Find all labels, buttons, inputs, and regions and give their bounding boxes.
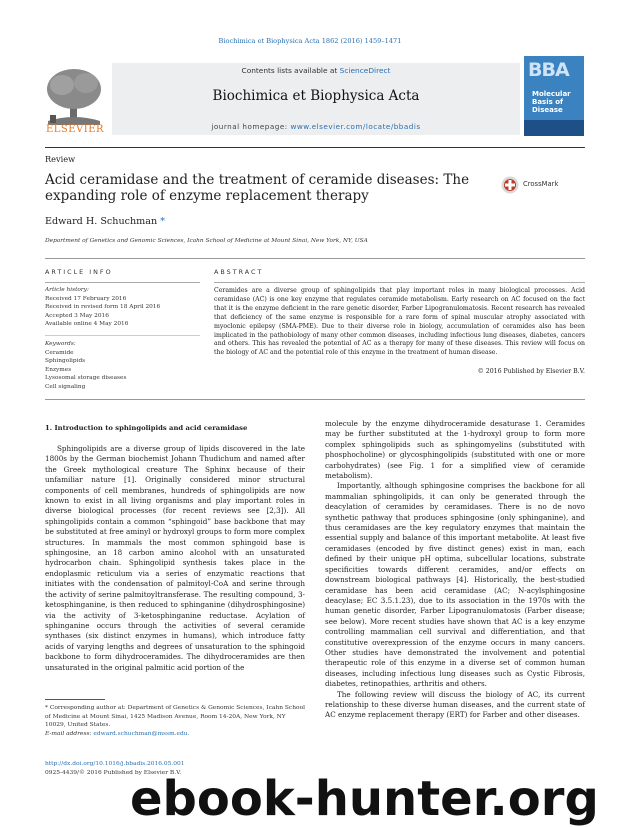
journal-citation[interactable]: Biochimica et Biophysica Acta 1862 (2016) 1459–1471 xyxy=(218,37,402,45)
cover-title: BBA xyxy=(528,59,569,81)
contents-line xyxy=(112,66,520,75)
keywords-label: Keywords: xyxy=(45,341,76,347)
doi-link[interactable]: http://dx.doi.org/10.1016/j.bbadis.2016.05.001 xyxy=(45,761,185,767)
homepage-link[interactable]: www.elsevier.com/locate/bbadis xyxy=(290,122,421,131)
article-info-heading: ARTICLE INFO xyxy=(45,268,113,276)
watermark xyxy=(130,771,620,827)
journal-homepage xyxy=(112,122,520,131)
history-item: Received 17 February 2016 xyxy=(45,295,127,302)
footnote-rule xyxy=(45,699,105,700)
keywords-block xyxy=(45,340,205,392)
issn-line: 0925-4439/© 2016 Published by Elsevier B.V. xyxy=(45,769,182,776)
crossmark-label: CrossMark xyxy=(523,180,559,188)
history-item: Available online 4 May 2016 xyxy=(45,321,129,328)
author-footnote-mark[interactable]: * xyxy=(160,216,166,227)
author-line xyxy=(45,216,165,227)
history-item: Accepted 3 May 2016 xyxy=(45,312,109,319)
keyword: Lysosomal storage diseases xyxy=(45,375,127,382)
article-type: Review xyxy=(45,154,76,164)
footnote-mark: * xyxy=(45,705,48,711)
email-label: E-mail address: xyxy=(45,730,94,737)
info-divider-top xyxy=(45,258,585,259)
body-paragraph: Importantly, although sphingosine comprises the backbone for all mammalian sphingolipids, it can only be generated through the deacylation of ceramides by ceramidases. There is no de novo synthetic pathway that produces sphingosine (only sphinganine), and thus ceramidases are the key regulatory enzymes that maintain the essential supply and balance of this important metabolite. At least five ceramidases (encoded by five distinct genes) exist in man, each defined by their unique pH optima, subcellular locations, substrate specificities towards different ceramides, and/or effects on downstream biological pathways [4]. Historically, the best-studied ceramidase has been acid ceramidase (AC; N-acylsphingosine deacylase; EC 3.5.1.23), due to its association in the 1970s with the human genetic disorder, Farber Lipogranulomatosis (Farber disease; see below). More recent studies have shown that AC is a key enzyme controlling mammalian cell survival and differentiation, and that constitutive overexpression of the enzyme occurs in many cancers. Other studies have demonstrated the involvement and potential therapeutic role of this enzyme in a diverse set of common human diseases, including infectious lung diseases such as Cystic Fibrosis, diabetes, retinopathies, arthritis and others. xyxy=(325,481,585,689)
abstract-copyright: © 2016 Published by Elsevier B.V. xyxy=(477,368,585,375)
history-label: Article history: xyxy=(45,287,89,293)
footnote-text: Corresponding author at: Department of Genetics & Genomic Sciences, Icahn School of Medicine at Mount Sinai, 1425 Madison Avenue, Room 14-20A, New York, NY 10029, United States. xyxy=(45,705,306,729)
cover-subtitle: Molecular Basis of Disease xyxy=(532,90,571,114)
body-paragraph: Sphingolipids are a diverse group of lipids discovered in the late 1800s by the German biochemist Johann Thudichum and named after the Greek mythological creature The Sphinx because of their unfamiliar nature [1]. Originally considered minor structural components of cell membranes, hundreds of sphingolipids are now known to exist in all living organisms and play important roles in diverse biological processes (for recent reviews see [2,3]). All sphingolipids contain a common “sphingoid” base backbone that may be substituted at free aminyl or hydroxyl groups to form more complex structures. In mammals the most common sphingoid base is sphingosine, an 18 carbon amino alcohol with an unsaturated hydrocarbon chain. Sphingolipid synthesis takes place in the endoplasmic reticulum via a series of enzymatic reactions that initiates with the condensation of palmitoyl-CoA and serine through the activity of serine palmitoyltransferase. The resulting compound, 3-ketosphinganine, is then reduced to sphinganine (dihydrosphingosine) via the activity of 3-ketosphinganine reductase. Acylation of sphinganine occurs through the activities of several ceramide synthases (six distinct enzymes in humans), which introduce fatty acids of varying lengths and degrees of unsaturation to the sphingoid backbone to form dihydroceramides. The dihydroceramides are then unsaturated in the original palmitic acid portion of the xyxy=(45,444,305,672)
history-item: Received in revised form 18 April 2016 xyxy=(45,304,161,311)
keyword: Sphingolipids xyxy=(45,358,86,365)
keyword: Cell signaling xyxy=(45,383,86,390)
body-column-right xyxy=(325,419,585,721)
article-info-inner-rule xyxy=(45,335,200,336)
section-heading: 1. Introduction to sphingolipids and acid ceramidase xyxy=(45,424,248,432)
homepage-prefix: journal homepage: xyxy=(211,122,291,131)
contents-prefix: Contents lists available at xyxy=(241,66,340,75)
keyword: Enzymes xyxy=(45,366,72,373)
watermark-text: ebook-hunter.org xyxy=(130,771,599,827)
article-title: Acid ceramidase and the treatment of ceramide diseases: The expanding role of enzyme replacement therapy xyxy=(45,172,470,204)
abstract-text: Ceramides are a diverse group of sphingolipids that play important roles in many biological processes. Acid ceramidase (AC) is one key enzyme that regulates ceramide metabolism. Early research on AC focused on the fact that it is the enzyme deficient in the rare genetic disorder, Farber Lipogranulomatosis. Recent research has revealed that deficiency of the same enzyme is responsible for a rare form of spinal muscular atrophy associated with myoclonic epilepsy (SMA-PME). Due to their diverse role in biology, accumulation of ceramides also has been implicated in the pathobiology of many other common diseases, including infectious lung diseases, diabetes, cancers and others. This has revealed the potential of AC as a therapy for many of these diseases. This review will focus on the biology of AC and the potential role of this enzyme in the treatment of human disease. xyxy=(214,287,585,357)
abstract-heading: ABSTRACT xyxy=(214,268,264,276)
info-divider-bottom xyxy=(45,399,585,400)
journal-name: Biochimica et Biophysica Acta xyxy=(212,88,420,104)
crossmark-icon xyxy=(501,176,519,194)
article-info-rule xyxy=(45,282,200,283)
email-link[interactable]: edward.schuchman@mssm.edu. xyxy=(93,730,190,737)
author-affiliation: Department of Genetics and Genomic Sciences, Icahn School of Medicine at Mount Sinai, New York, NY, USA xyxy=(45,238,368,244)
body-paragraph: molecule by the enzyme dihydroceramide desaturase 1. Ceramides may be further substituted at the 1-hydroxyl group to form more complex sphingolipids such as sphingomyelins (substituted with phosphocholine) or glycosphingolipids (substituted with one or more carbohydrates) (see Fig. 1 for a simplified view of ceramide metabolism). xyxy=(325,419,585,481)
article-history xyxy=(45,286,205,329)
author-name[interactable]: Edward H. Schuchman xyxy=(45,216,158,227)
abstract-rule xyxy=(214,282,585,283)
elsevier-wordmark: ELSEVIER xyxy=(45,124,105,135)
body-column-left xyxy=(45,444,305,673)
body-paragraph: The following review will discuss the biology of AC, its current relationship to these diverse human diseases, and the current state of AC enzyme replacement therapy (ERT) for Farber and other diseases. xyxy=(325,689,585,720)
corresponding-author-footnote xyxy=(45,704,305,738)
header-divider xyxy=(45,147,585,148)
journal-cover-thumbnail[interactable] xyxy=(524,56,584,136)
crossmark-badge[interactable] xyxy=(501,176,567,194)
cover-strip xyxy=(524,120,584,136)
sciencedirect-link[interactable]: ScienceDirect xyxy=(339,66,391,75)
keyword: Ceramide xyxy=(45,349,74,356)
